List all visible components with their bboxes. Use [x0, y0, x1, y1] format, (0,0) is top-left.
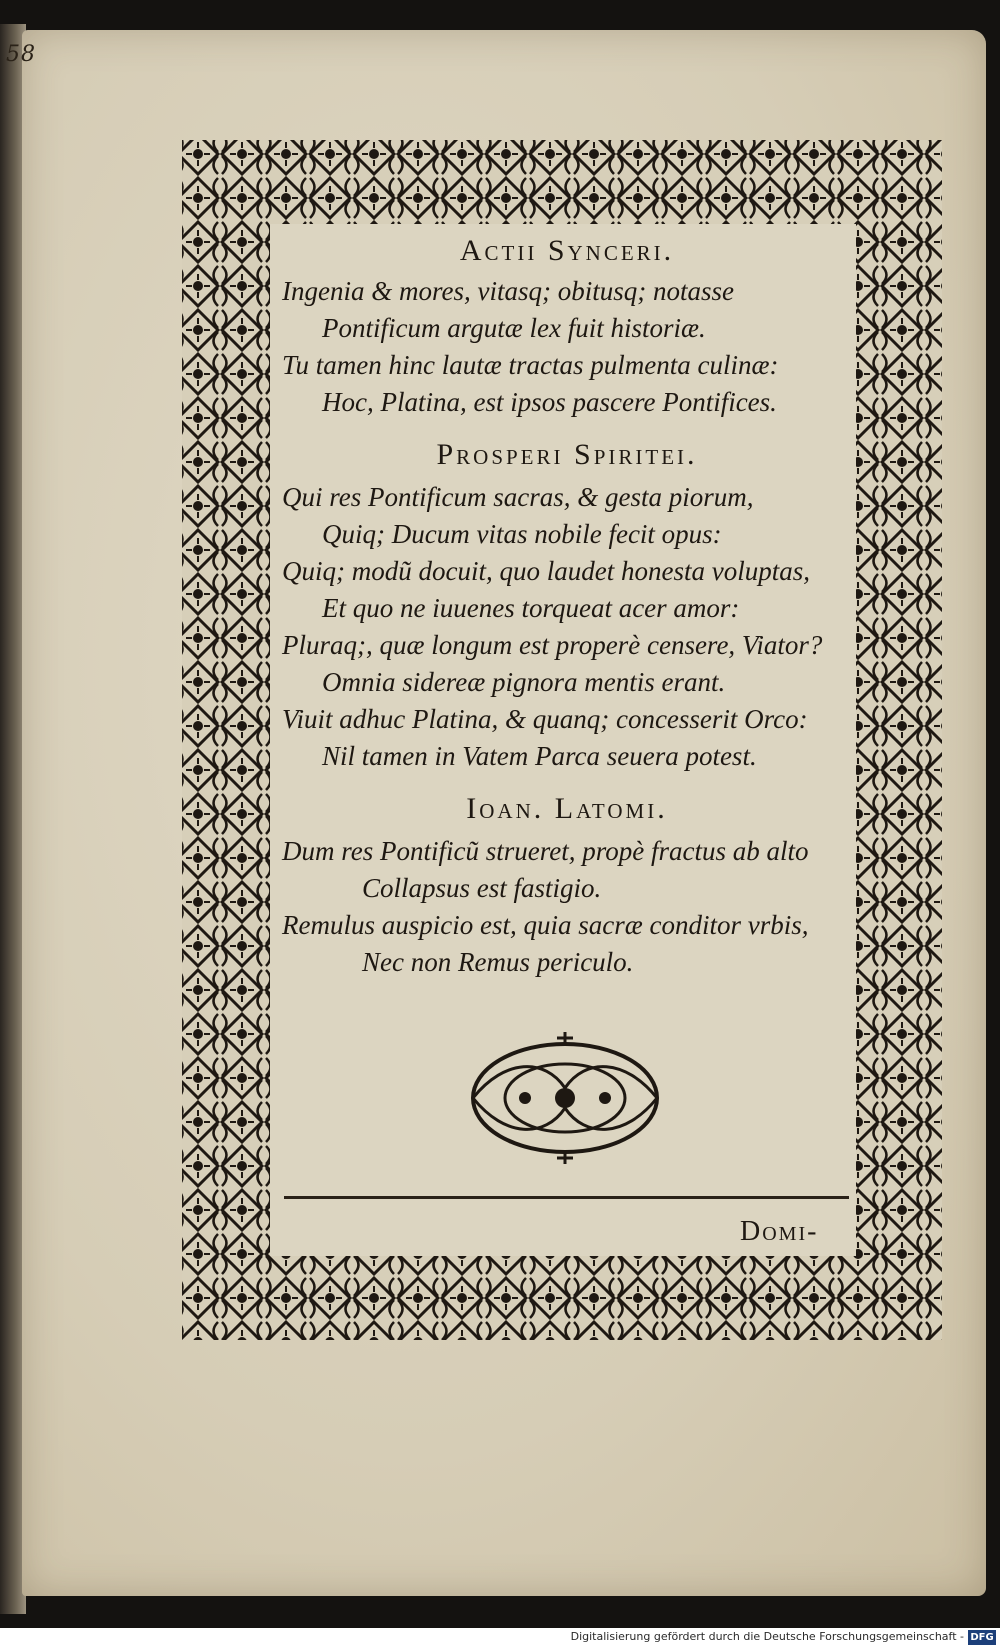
- border-left: [182, 224, 270, 1256]
- verse-line: Quiq; modũ docuit, quo laudet honesta voluptas,: [282, 556, 810, 586]
- verse-line: Collapsus est fastigio.: [362, 873, 602, 903]
- verse-line: Dum res Pontificũ strueret, propè fractus ab alto: [282, 836, 809, 866]
- page-number: 58: [6, 42, 36, 67]
- verse-line: Nec non Remus periculo.: [362, 947, 634, 977]
- verse-line: Remulus auspicio est, quia sacræ conditor vrbis,: [282, 910, 809, 940]
- catchword: Domi-: [740, 1216, 819, 1247]
- verse-line: Nil tamen in Vatem Parca seuera potest.: [322, 741, 757, 771]
- verse-line: Et quo ne iuuenes torqueat acer amor:: [322, 593, 740, 623]
- poem-block: [282, 230, 852, 976]
- heading-actii: Actii Synceri.: [459, 234, 675, 267]
- border-right: [856, 224, 942, 1256]
- verse-line: Qui res Pontificum sacras, & gesta piorum,: [282, 482, 754, 512]
- verse-line: Pluraq;, quæ longum est properè censere, Viator?: [282, 630, 823, 660]
- horizontal-rule: [284, 1196, 849, 1199]
- verse-line: Quiq; Ducum vitas nobile fecit opus:: [322, 519, 722, 549]
- footer-credit: Digitalisierung gefördert durch die Deutsche Forschungsgemeinschaft -: [570, 1630, 964, 1643]
- verse-line: Hoc, Platina, est ipsos pascere Pontifices.: [322, 387, 777, 417]
- verse-line: Pontificum argutæ lex fuit historiæ.: [322, 313, 706, 343]
- verse-line: Tu tamen hinc lautæ tractas pulmenta culinæ:: [282, 350, 779, 380]
- heading-latomi: Ioan. Latomi.: [466, 792, 668, 825]
- verse-line: Omnia sidereæ pignora mentis erant.: [322, 667, 726, 697]
- border-bottom: [182, 1256, 942, 1340]
- border-top: [182, 140, 942, 224]
- dfg-logo-icon: DFG: [968, 1630, 996, 1645]
- heading-prosperi: Prosperi Spiritei.: [436, 438, 698, 471]
- verse-line: Ingenia & mores, vitasq; obitusq; notasse: [282, 276, 734, 306]
- verse-line: Viuit adhuc Platina, & quanq; concesserit Orco:: [282, 704, 808, 734]
